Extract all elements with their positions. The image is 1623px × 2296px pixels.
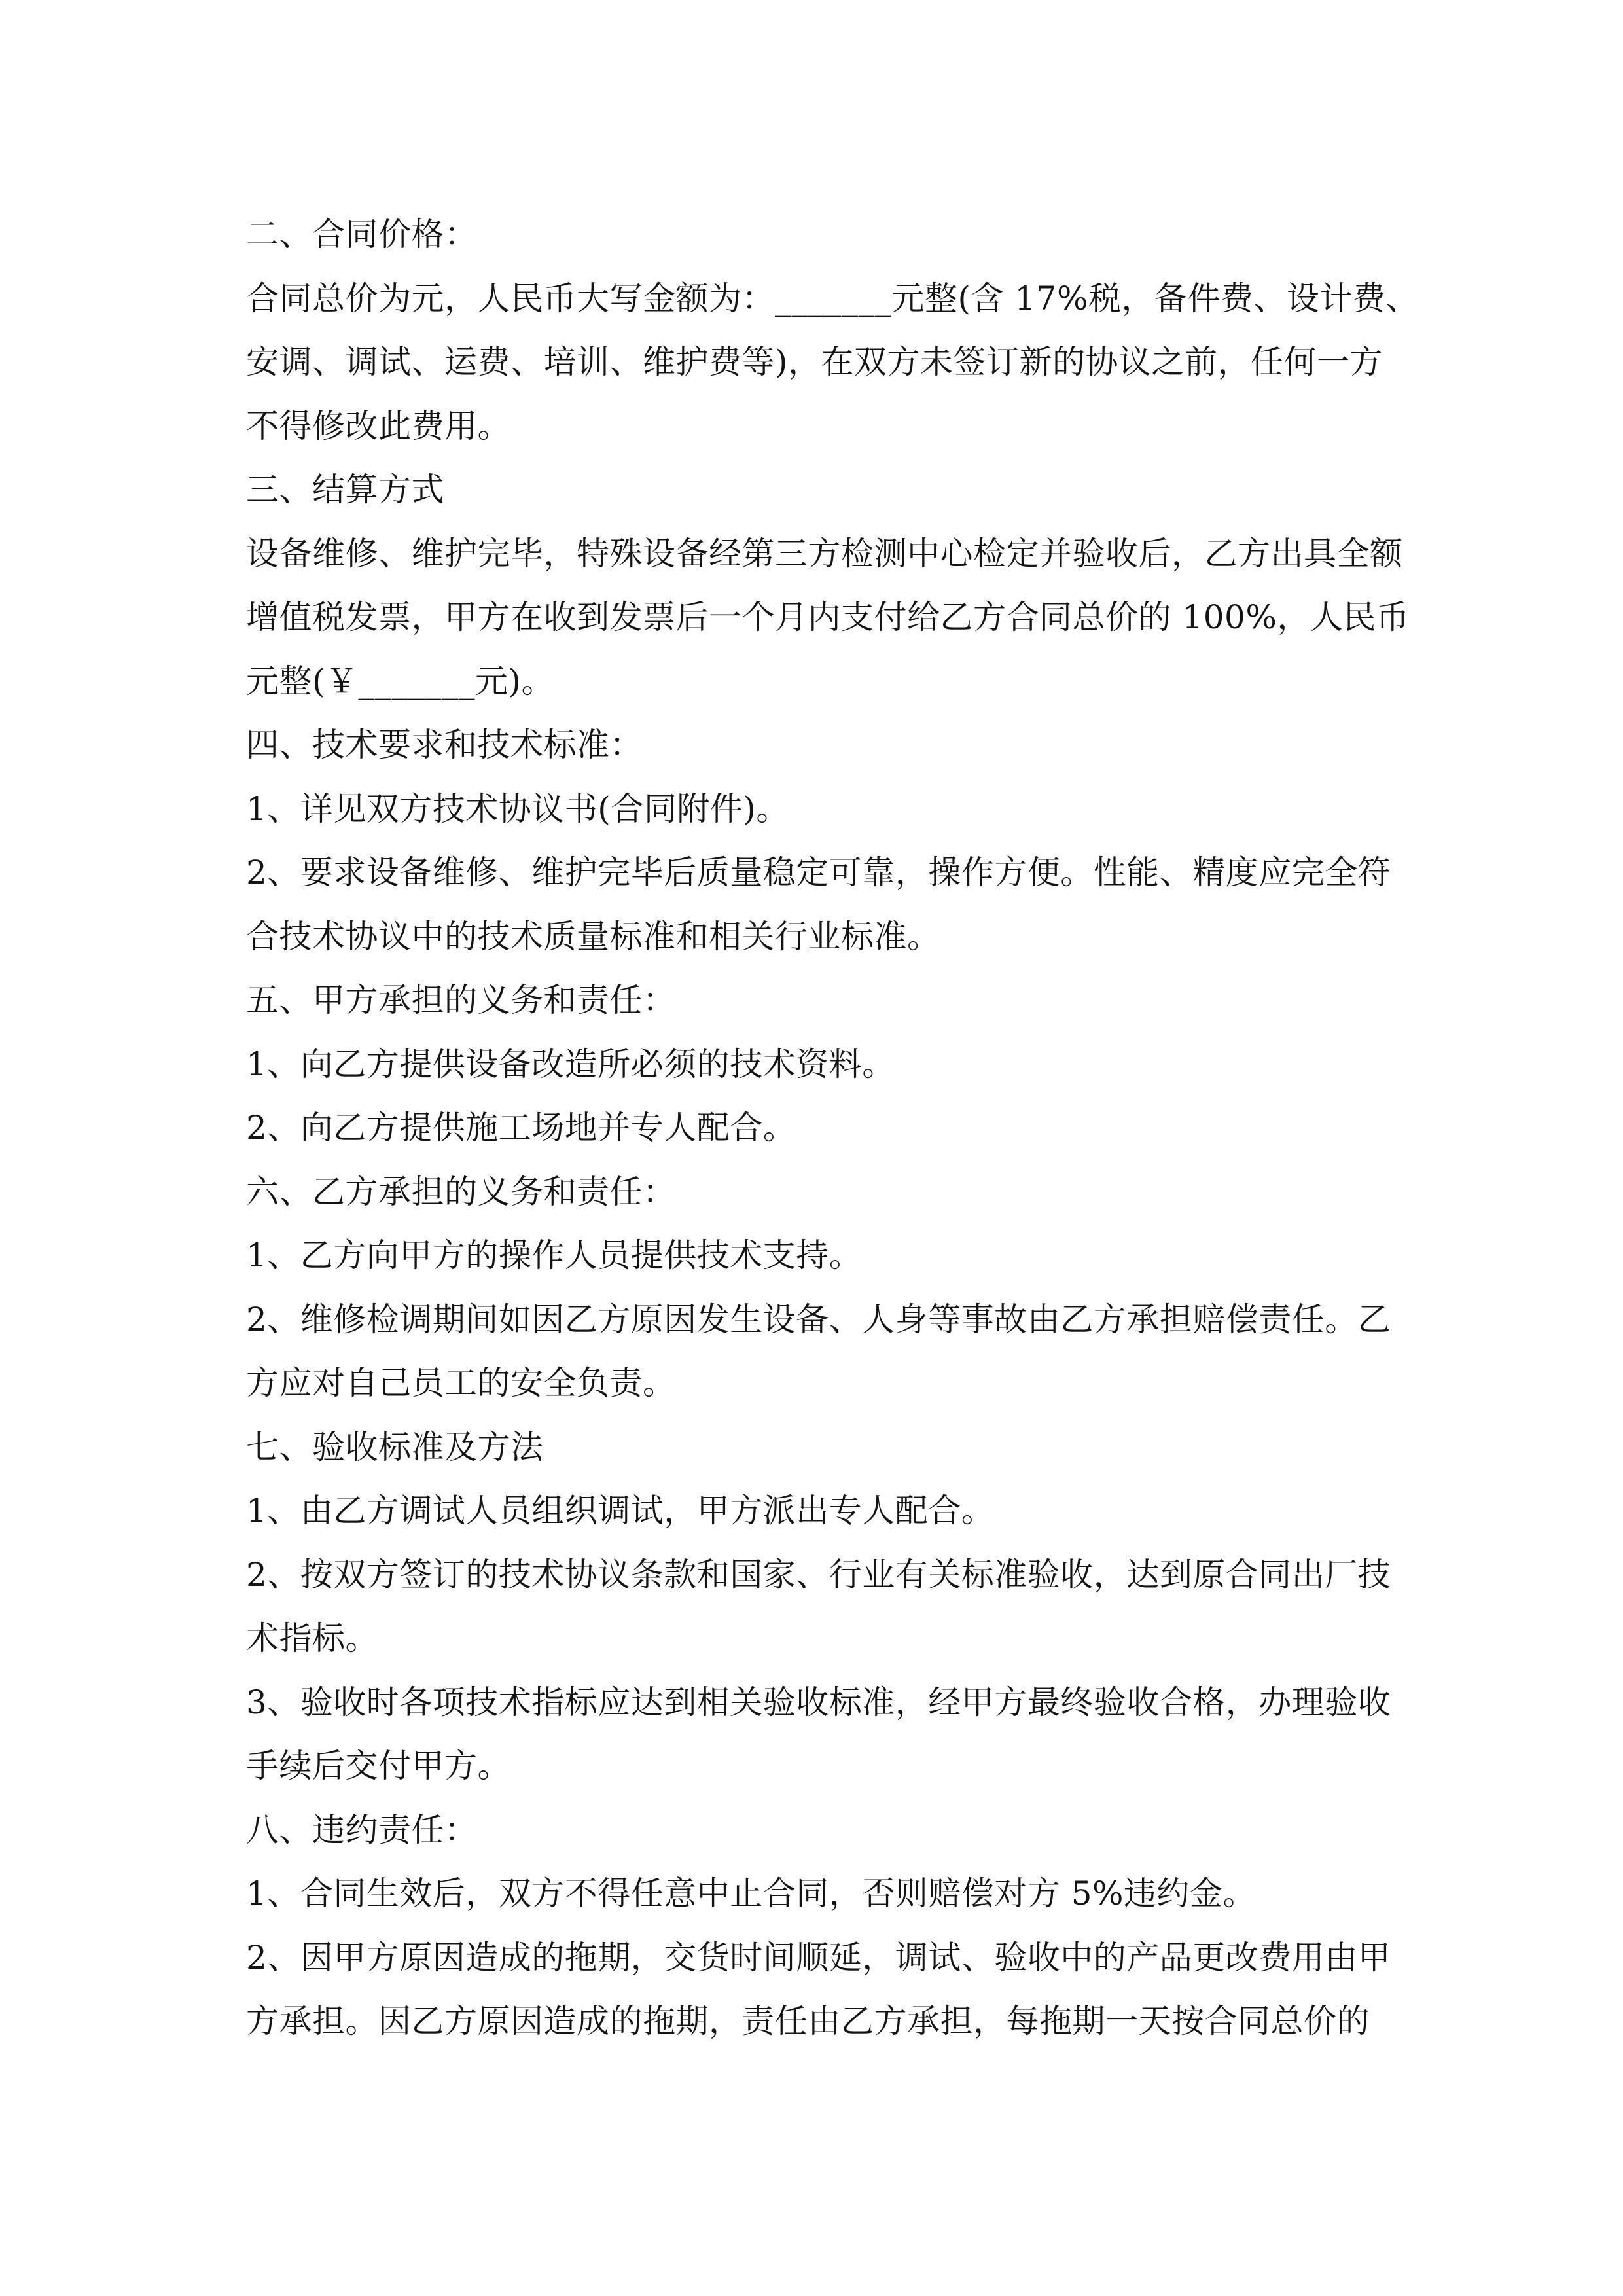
paragraph-line: 手续后交付甲方。 xyxy=(246,1747,510,1785)
list-item: 1、向乙方提供设备改造所必须的技术资料。 xyxy=(246,1045,895,1083)
paragraph-line: 术指标。 xyxy=(246,1619,378,1657)
list-item: 1、由乙方调试人员组织调试，甲方派出专人配合。 xyxy=(246,1492,995,1530)
list-item: 2、向乙方提供施工场地并专人配合。 xyxy=(246,1109,796,1147)
paragraph-line: 方承担。因乙方原因造成的拖期，责任由乙方承担，每拖期一天按合同总价的 xyxy=(246,2002,1370,2040)
list-item: 3、验收时各项技术指标应达到相关验收标准，经甲方最终验收合格，办理验收 xyxy=(246,1683,1391,1721)
list-item: 1、乙方向甲方的操作人员提供技术支持。 xyxy=(246,1236,863,1274)
paragraph-line: 设备维修、维护完毕，特殊设备经第三方检测中心检定并验收后，乙方出具全额 xyxy=(246,534,1403,573)
paragraph-line: 合同总价为元，人民币大写金额为：_______元整(含 17%税，备件费、设计费、 xyxy=(246,279,1419,317)
section-heading-acceptance: 七、验收标准及方法 xyxy=(246,1427,544,1466)
list-item: 2、要求设备维修、维护完毕后质量稳定可靠，操作方便。性能、精度应完全符 xyxy=(246,853,1391,891)
paragraph-line: 方应对自己员工的安全负责。 xyxy=(246,1364,676,1402)
list-item: 2、因甲方原因造成的拖期，交货时间顺延，调试、验收中的产品更改费用由甲 xyxy=(246,1938,1391,1977)
section-heading-settlement: 三、结算方式 xyxy=(246,471,444,509)
document-body xyxy=(246,203,1419,2054)
paragraph-line: 安调、调试、运费、培训、维护费等)，在双方未签订新的协议之前，任何一方 xyxy=(246,343,1383,381)
section-heading-contract-price: 二、合同价格： xyxy=(246,215,478,253)
section-heading-technical-requirements: 四、技术要求和技术标准： xyxy=(246,726,643,764)
list-item: 2、按双方签订的技术协议条款和国家、行业有关标准验收，达到原合同出厂技 xyxy=(246,1555,1391,1594)
section-heading-party-b-obligations: 六、乙方承担的义务和责任： xyxy=(246,1172,676,1211)
paragraph-line: 增值税发票，甲方在收到发票后一个月内支付给乙方合同总价的 100%，人民币 xyxy=(246,598,1410,636)
list-item: 2、维修检调期间如因乙方原因发生设备、人身等事故由乙方承担赔偿责任。乙 xyxy=(246,1300,1391,1338)
section-heading-party-a-obligations: 五、甲方承担的义务和责任： xyxy=(246,981,676,1019)
list-item: 1、合同生效后，双方不得任意中止合同，否则赔偿对方 5%违约金。 xyxy=(246,1874,1257,1912)
list-item: 1、详见双方技术协议书(合同附件)。 xyxy=(246,789,789,828)
paragraph-line: 元整(￥_______元)。 xyxy=(246,662,555,700)
paragraph-line: 合技术协议中的技术质量标准和相关行业标准。 xyxy=(246,917,940,956)
section-heading-breach-liability: 八、违约责任： xyxy=(246,1810,478,1849)
paragraph-line: 不得修改此费用。 xyxy=(246,406,510,445)
